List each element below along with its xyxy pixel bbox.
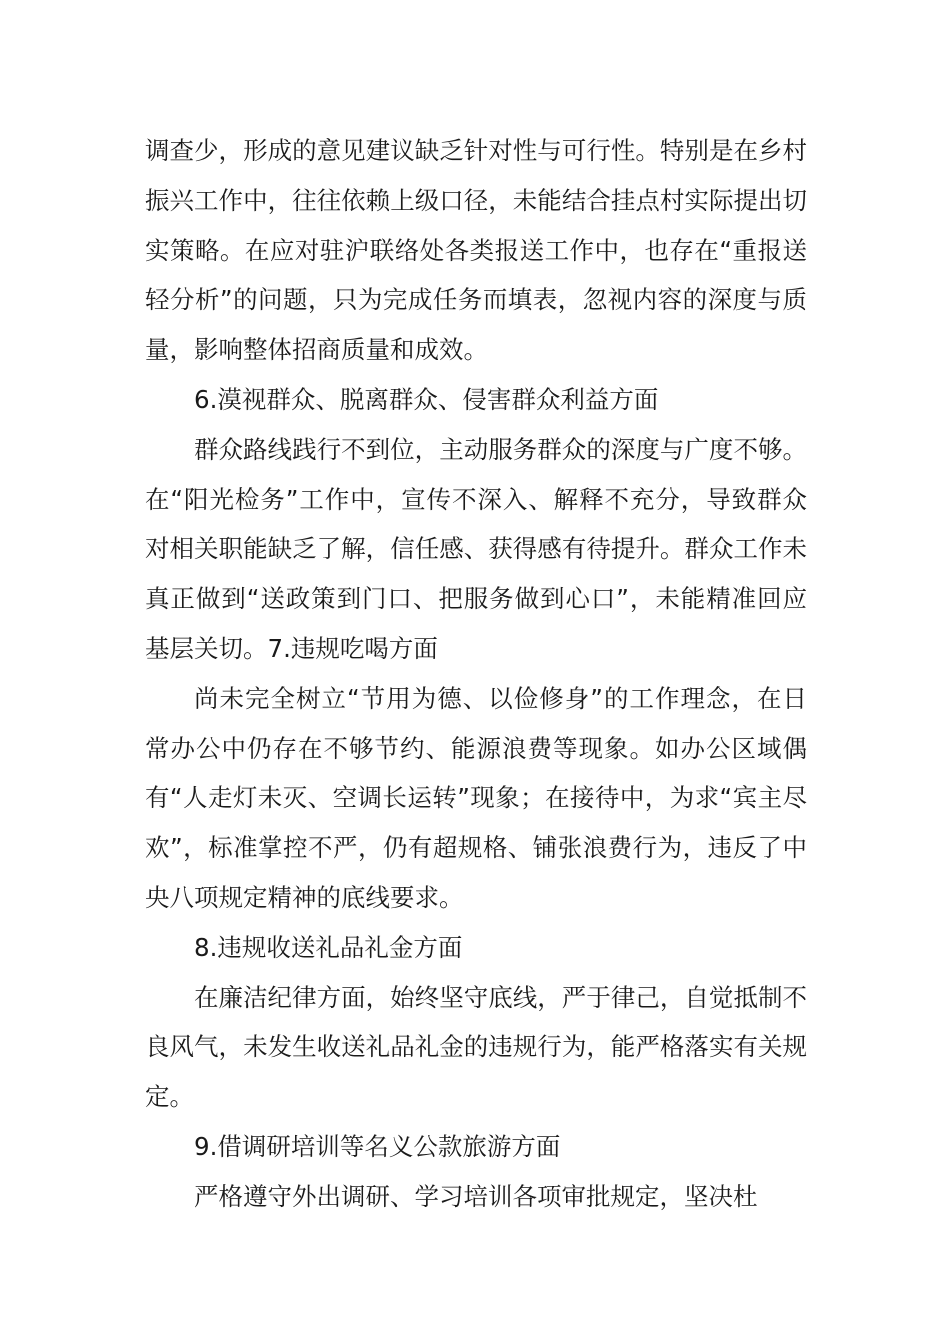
- paragraph-research-issues: 调查少，形成的意见建议缺乏针对性与可行性。特别是在乡村振兴工作中，往往依赖上级口径，未能结合挂点村实际提出切实策略。在应对驻沪联络处各类报送工作中，也存在“重报送轻分析”的问题，只为完成任务而填表，忽视内容的深度与质量，影响整体招商质量和成效。: [145, 136, 807, 365]
- heading-section-9: 9.借调研培训等名义公款旅游方面: [194, 1131, 561, 1161]
- paragraph-integrity: 在廉洁纪律方面，始终坚守底线，严于律己，自觉抵制不良风气，未发生收送礼品礼金的违规行为，能严格落实有关规定。: [145, 982, 807, 1112]
- heading-section-6: 6.漠视群众、脱离群众、侵害群众利益方面: [194, 384, 659, 414]
- document-body: [145, 126, 807, 1222]
- paragraph-mass-line: 群众路线践行不到位，主动服务群众的深度与广度不够。在“阳光检务”工作中，宣传不深入、解释不充分，导致群众对相关职能缺乏了解，信任感、获得感有待提升。群众工作未真正做到“送政策到门口、把服务做到心口”，未能精准回应基层关切。7.违规吃喝方面: [145, 434, 807, 663]
- paragraph-travel-rules: 严格遵守外出调研、学习培训各项审批规定，坚决杜: [194, 1181, 758, 1211]
- paragraph-frugality: 尚未完全树立“节用为德、以俭修身”的工作理念，在日常办公中仍存在不够节约、能源浪费等现象。如办公区域偶有“人走灯未灭、空调长运转”现象；在接待中，为求“宾主尽欢”，标准掌控不严，仍有超规格、铺张浪费行为，违反了中央八项规定精神的底线要求。: [145, 683, 807, 912]
- heading-section-8: 8.违规收送礼品礼金方面: [194, 932, 463, 962]
